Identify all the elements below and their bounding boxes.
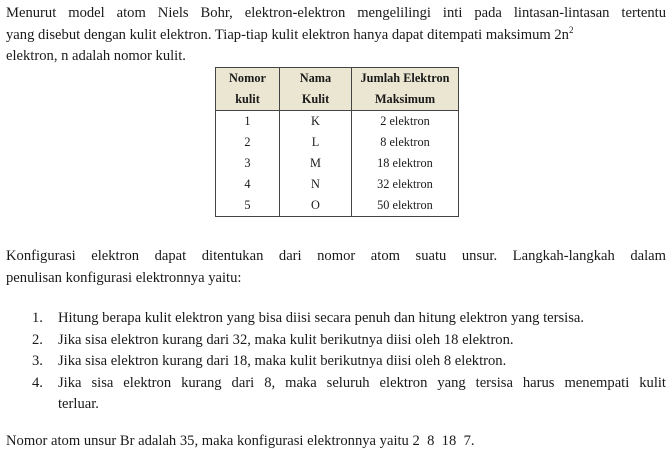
step-text: Jika sisa elektron kurang dari 32, maka kulit berikutnya diisi oleh 18 elektron.: [58, 331, 514, 348]
cell-nomor: 3: [216, 153, 280, 174]
cell-nomor: 5: [216, 195, 280, 217]
cell-jumlah: 18 elektron: [352, 153, 459, 174]
table-row: [216, 174, 459, 195]
list-item: [0, 308, 666, 330]
conclusion-text: Nomor atom unsur Br adalah 35, maka konfigurasi elektronnya yaitu 2 8 18 7.: [6, 433, 475, 449]
cell-nama: O: [280, 195, 352, 217]
cell-nama: N: [280, 174, 352, 195]
cell-nama: K: [280, 111, 352, 133]
superscript-2: 2: [568, 25, 574, 35]
table-row: [216, 111, 459, 133]
konfigurasi-line-2: penulisan konfigurasi elektronnya yaitu:: [6, 270, 242, 286]
table-row: [216, 132, 459, 153]
cell-nomor: 1: [216, 111, 280, 133]
cell-nama: L: [280, 132, 352, 153]
cell-jumlah: 50 elektron: [352, 195, 459, 217]
cell-jumlah: 2 elektron: [352, 111, 459, 133]
step-number: 2.: [32, 331, 43, 348]
cell-nomor: 4: [216, 174, 280, 195]
step-number: 4.: [32, 374, 43, 391]
header-nama-kulit: [280, 68, 352, 111]
header-nomor-kulit: [216, 68, 280, 111]
header-jumlah-elektron: [352, 68, 459, 111]
table-row: [216, 195, 459, 217]
table-header-row: [216, 68, 459, 111]
header-bottom: Maksimum: [374, 92, 436, 106]
list-item: [0, 351, 666, 373]
konfigurasi-line-1: Konfigurasi elektron dapat ditentukan dari nomor atom suatu unsur. Langkah-langkah dalam: [6, 248, 666, 264]
step-text: Hitung berapa kulit elektron yang bisa diisi secara penuh dan hitung elektron yang tersisa.: [58, 310, 585, 326]
intro-line-2-text: yang disebut dengan kulit elektron. Tiap-tiap kulit elektron hanya dapat ditempati maksimum 2n: [6, 27, 569, 43]
header-bottom: Kulit: [301, 92, 330, 106]
intro-line-2: [6, 24, 573, 46]
header-bottom: kulit: [235, 92, 260, 106]
table-row: [216, 153, 459, 174]
cell-jumlah: 32 elektron: [352, 174, 459, 195]
step-text: Jika sisa elektron kurang dari 8, maka seluruh elektron yang tersisa harus menempati kulit: [58, 374, 666, 391]
header-top: Nomor: [229, 71, 266, 85]
intro-line-3: elektron, n adalah nomor kulit.: [6, 48, 186, 64]
steps-list: [0, 308, 666, 416]
step-text-continued: terluar.: [58, 396, 99, 412]
cell-nomor: 2: [216, 132, 280, 153]
header-top: Jumlah Elektron: [360, 71, 450, 85]
step-number: 1.: [32, 310, 43, 326]
cell-nama: M: [280, 153, 352, 174]
list-item: [0, 373, 666, 416]
electron-shell-table: [215, 67, 459, 217]
step-number: 3.: [32, 353, 43, 369]
step-text: Jika sisa elektron kurang dari 18, maka kulit berikutnya diisi oleh 8 elektron.: [58, 353, 507, 369]
cell-jumlah: 8 elektron: [352, 132, 459, 153]
list-item: [0, 330, 666, 352]
intro-line-1: Menurut model atom Niels Bohr, elektron-elektron mengelilingi inti pada lintasan-lintasan tertentu: [6, 5, 666, 21]
header-top: Nama: [299, 71, 332, 85]
